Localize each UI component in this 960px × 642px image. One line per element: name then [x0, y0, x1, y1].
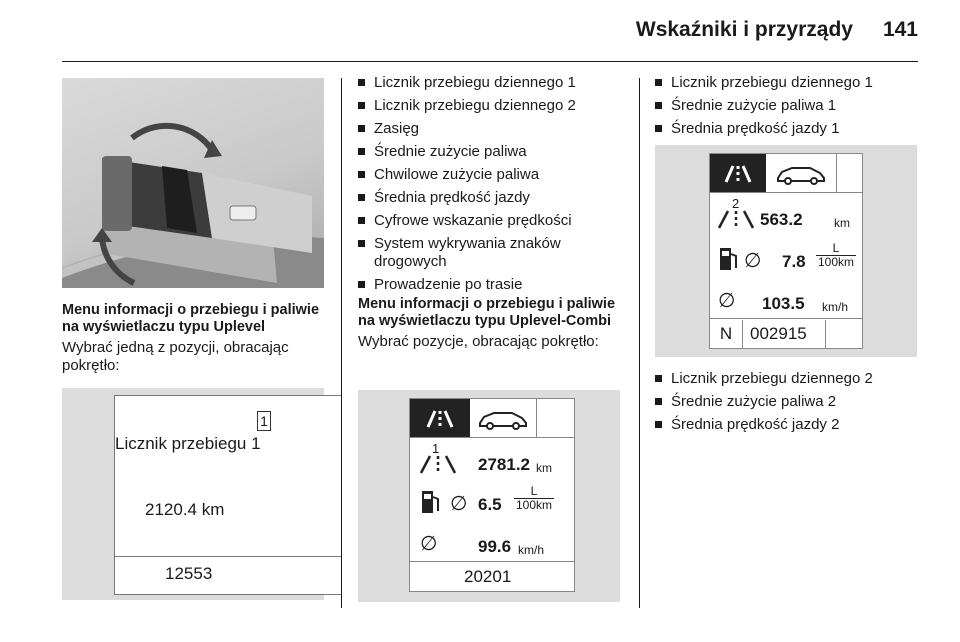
consumption-unit	[816, 242, 856, 269]
page-header	[636, 18, 918, 42]
list-item: Średnie zużycie paliwa 1	[655, 97, 925, 115]
consumption-unit	[514, 485, 554, 512]
fuel-consumption: 6.5	[478, 495, 502, 514]
list-item: Średnie zużycie paliwa 2	[655, 393, 925, 411]
consumption-unit-top: L	[530, 484, 538, 498]
list-item: Licznik przebiegu dziennego 1	[655, 74, 925, 92]
trip-tab	[410, 399, 470, 437]
list-item: Średnie zużycie paliwa	[358, 143, 628, 161]
consumption-unit-bottom: 100km	[817, 255, 855, 269]
display-separator	[710, 318, 862, 319]
uplevel-text: Wybrać jedną z pozycji, obracając pokrętło:	[62, 339, 289, 374]
trip-1-list	[655, 74, 925, 138]
trip-number: 1	[432, 441, 440, 456]
speed-unit: km/h	[518, 543, 545, 557]
uplevel-display	[62, 388, 324, 600]
display-tabs	[410, 399, 574, 438]
trip-2-list	[655, 370, 925, 434]
average-speed: 99.6	[478, 537, 512, 556]
average-symbol: ∅	[744, 250, 762, 272]
uplevel-section	[62, 302, 324, 375]
combi-screen-2	[709, 153, 863, 349]
list-item: Zasięg	[358, 120, 628, 138]
speed-unit: km/h	[822, 300, 849, 314]
distance-unit: km	[834, 216, 850, 230]
combi-menu-list	[358, 74, 628, 294]
display-tabs	[710, 154, 862, 193]
combi-display-1	[358, 390, 620, 602]
list-item: Średnia prędkość jazdy	[358, 189, 628, 207]
column-divider-2	[639, 78, 640, 608]
trip-name: Licznik przebiegu 1	[115, 434, 261, 453]
list-item: Licznik przebiegu dziennego 1	[358, 74, 628, 92]
uplevel-screen	[114, 395, 341, 595]
stalk-control-photo	[62, 78, 324, 288]
combi-example-column	[655, 74, 925, 143]
odometer: 002915	[750, 324, 807, 343]
trip-number: 2	[732, 196, 740, 211]
fuel-consumption: 7.8	[782, 252, 806, 271]
column-divider-1	[341, 78, 342, 608]
average-speed: 103.5	[762, 294, 805, 313]
average-symbol: ∅	[450, 493, 468, 515]
combi-menu-column	[358, 74, 628, 351]
trip-distance: 563.2	[760, 210, 803, 229]
list-item: Licznik przebiegu dziennego 2	[655, 370, 925, 388]
display-separator	[410, 561, 574, 562]
fuel-pump-icon	[718, 246, 740, 272]
empty-cell	[825, 320, 862, 348]
car-tab	[470, 399, 537, 437]
road-icon	[716, 208, 756, 230]
trip-tab	[710, 154, 766, 192]
fuel-pump-icon	[420, 489, 442, 515]
list-item: Licznik przebiegu dziennego 2	[358, 97, 628, 115]
list-item: Chwilowe zużycie paliwa	[358, 166, 628, 184]
combi-heading: Menu informacji o przebiegu i paliwie na wyświetlaczu typu Uplevel-Combi	[358, 296, 616, 329]
list-item: Prowadzenie po trasie	[358, 276, 628, 294]
list-item: Średnia prędkość jazdy 1	[655, 120, 925, 138]
trip-distance: 2781.2	[478, 455, 530, 474]
average-symbol: ∅	[718, 290, 736, 312]
trip-distance: 2120.4 km	[145, 500, 225, 519]
consumption-unit-top: L	[832, 241, 840, 255]
uplevel-heading: Menu informacji o przebiegu i paliwie na wyświetlaczu typu Uplevel	[62, 302, 320, 335]
header-rule	[62, 61, 918, 62]
combi-screen-1	[409, 398, 575, 592]
trip-badge: 1	[257, 411, 271, 431]
page-title: Wskaźniki i przyrządy	[635, 18, 853, 41]
list-item: Średnia prędkość jazdy 2	[655, 416, 925, 434]
odometer: 12553	[165, 564, 213, 583]
gear-indicator: N	[710, 320, 743, 348]
combi-display-2	[655, 145, 917, 357]
display-separator	[115, 556, 341, 557]
combi-text: Wybrać pozycje, obracając pokrętło:	[358, 333, 599, 350]
road-icon	[410, 399, 470, 437]
consumption-unit-bottom: 100km	[515, 498, 553, 512]
average-symbol: ∅	[420, 533, 438, 555]
car-icon	[766, 154, 836, 192]
distance-unit: km	[536, 461, 552, 475]
road-icon	[418, 453, 458, 475]
odometer: 20201	[464, 567, 512, 586]
car-tab	[766, 154, 837, 192]
trip-2-section	[655, 370, 925, 439]
page-number: 141	[882, 18, 918, 41]
list-item: Cyfrowe wskazanie prędkości	[358, 212, 628, 230]
car-icon	[470, 399, 536, 437]
road-icon	[710, 154, 766, 192]
list-item: System wykrywania znaków drogowych	[358, 235, 628, 271]
